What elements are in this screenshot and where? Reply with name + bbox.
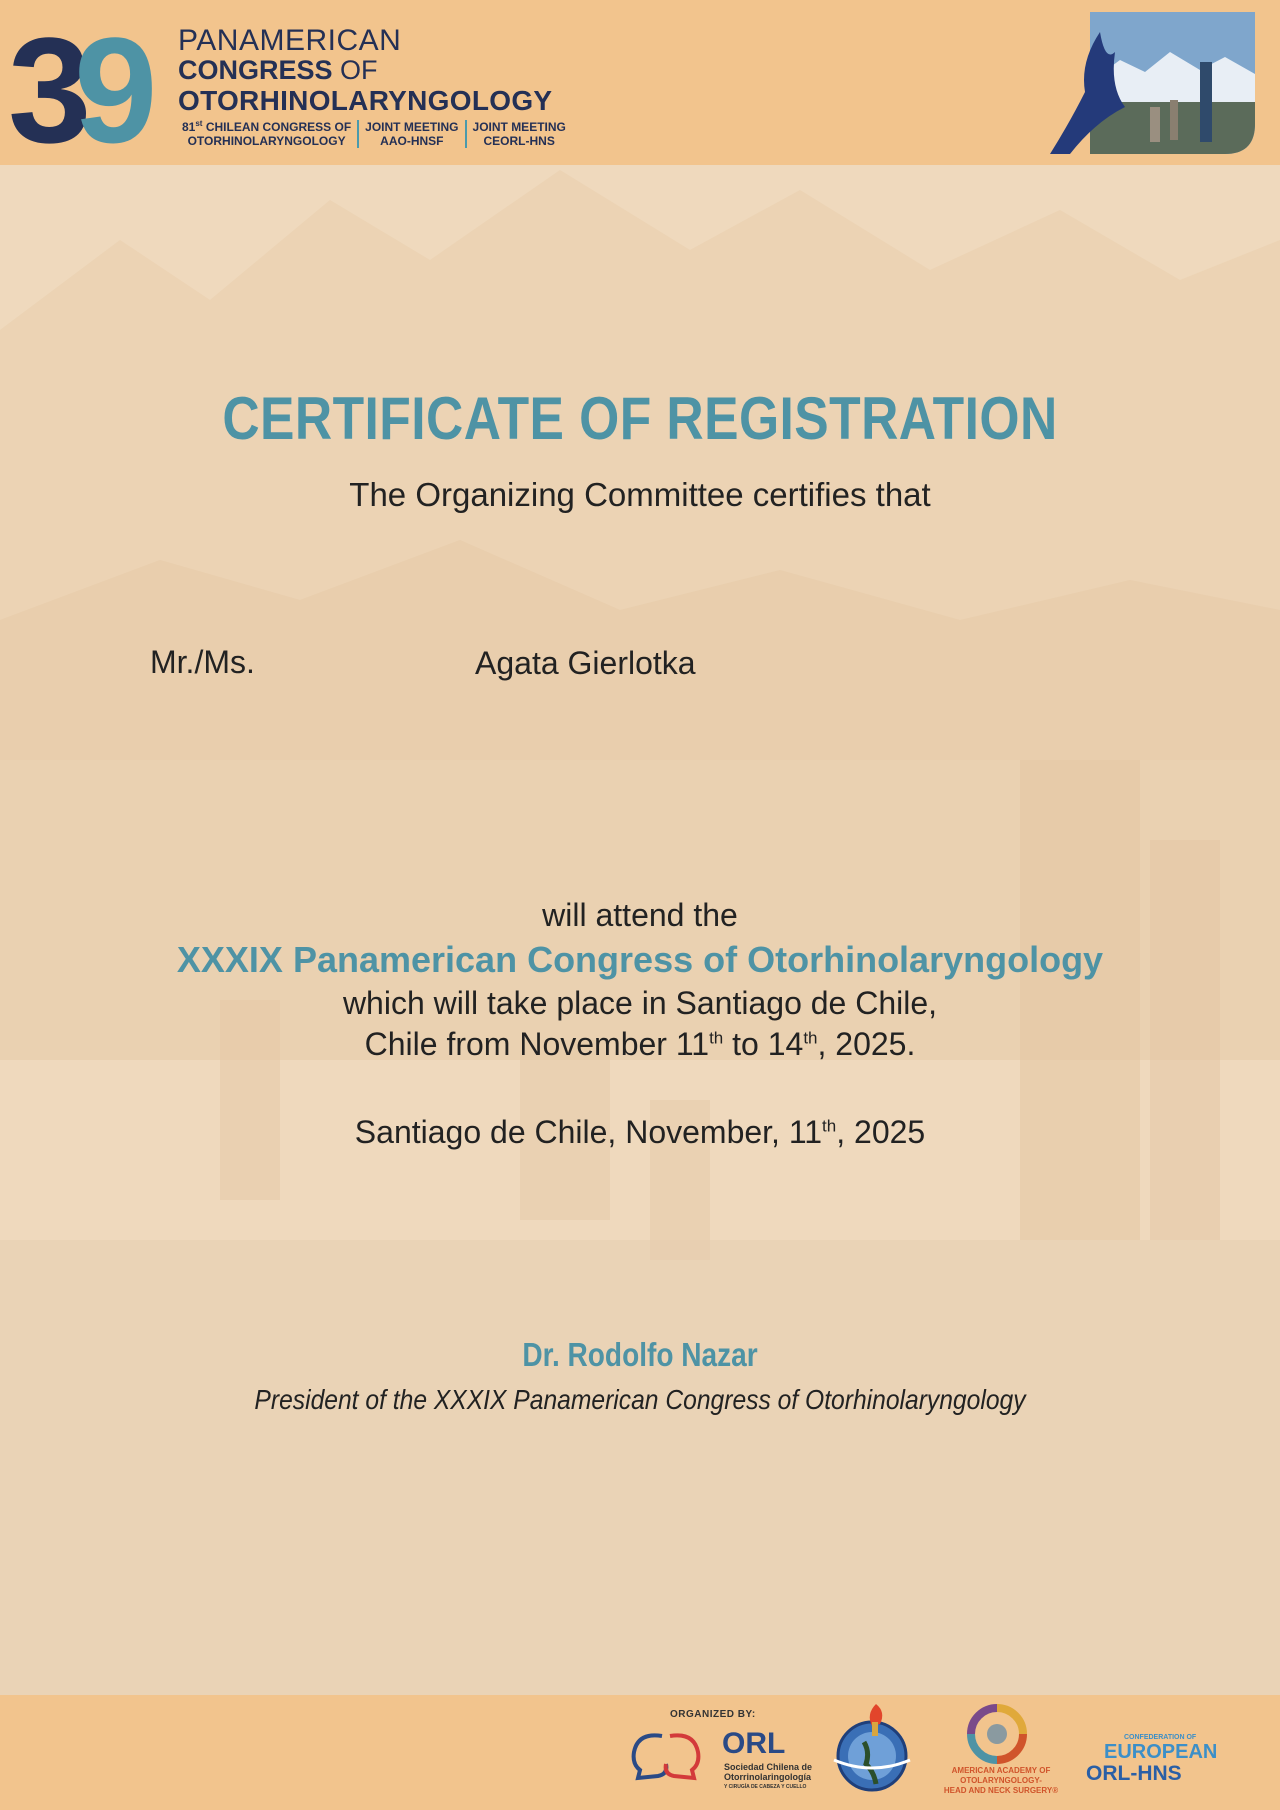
congress-39-logo-icon	[8, 14, 176, 154]
svg-text:3: 3	[8, 14, 74, 154]
svg-text:9: 9	[74, 14, 158, 154]
header-line-panamerican: PANAMERICAN	[178, 24, 402, 57]
aao-hns-logo-text: AMERICAN ACADEMY OF OTOLARYNGOLOGY- HEAD AND NECK SURGERY®	[943, 1766, 1059, 1795]
orl-logo-text: ORL	[722, 1727, 786, 1760]
header-sub-meetings	[176, 120, 572, 148]
venue-line: which will take place in Santiago de Chile,	[342, 985, 938, 1021]
ceorl-logo-line2: EUROPEAN	[1104, 1741, 1218, 1763]
panamerican-association-seal-icon	[830, 1702, 914, 1798]
signatory-name: Dr. Rodolfo Nazar	[522, 1336, 758, 1373]
attend-text: will attend the	[542, 897, 738, 933]
organized-by-label: ORGANIZED BY:	[670, 1709, 756, 1720]
ceorl-logo-line1: CONFEDERATION OF	[1124, 1734, 1197, 1741]
sub-meeting-aao	[357, 120, 464, 148]
signatory-role: President of the XXXIX Panamerican Congress of Otorhinolaryngology	[254, 1384, 1026, 1415]
santiago-condor-photo-icon	[1050, 12, 1255, 154]
certificate-intro: The Organizing Committee certifies that	[349, 476, 931, 513]
sub-meeting-ceorl-line1: JOINT MEETING	[472, 120, 566, 134]
sub-meeting-chilean-line1: 81st CHILEAN CONGRESS OF	[182, 119, 352, 134]
sub-meeting-ceorl-line2: CEORL-HNS	[483, 134, 555, 148]
congress-name: XXXIX Panamerican Congress of Otorhinolaryngology	[176, 939, 1104, 980]
certificate-title: CERTIFICATE OF REGISTRATION	[222, 385, 1058, 452]
header-congress-word: CONGRESS	[178, 55, 333, 85]
salutation-label: Mr./Ms.	[150, 644, 255, 680]
ceorl-logo-line3: ORL-HNS	[1086, 1762, 1182, 1785]
orl-logo-subtitle: Sociedad Chilena de Otorrinolaringología Y CIRUGÍA DE CABEZA Y CUELLO	[724, 1762, 813, 1790]
sub-meeting-chilean	[176, 120, 357, 148]
header-line-otorhinolaryngology: OTORHINOLARYNGOLOGY	[178, 85, 553, 116]
sub-meeting-ceorl	[465, 120, 572, 148]
header-of-word: OF	[340, 55, 378, 85]
orl-heads-logo-icon	[628, 1730, 704, 1782]
dates-line: Chile from November 11th to 14th, 2025.	[364, 1026, 916, 1062]
aao-hns-logo-icon	[966, 1704, 1028, 1764]
header-line-congress	[178, 55, 378, 86]
attendee-name: Agata Gierlotka	[475, 645, 696, 681]
sub-meeting-aao-line2: AAO-HNSF	[380, 134, 444, 148]
sub-meeting-aao-line1: JOINT MEETING	[365, 120, 459, 134]
sub-meeting-chilean-line2: OTORHINOLARYNGOLOGY	[187, 134, 346, 148]
issue-date: Santiago de Chile, November, 11th, 2025	[354, 1114, 926, 1150]
